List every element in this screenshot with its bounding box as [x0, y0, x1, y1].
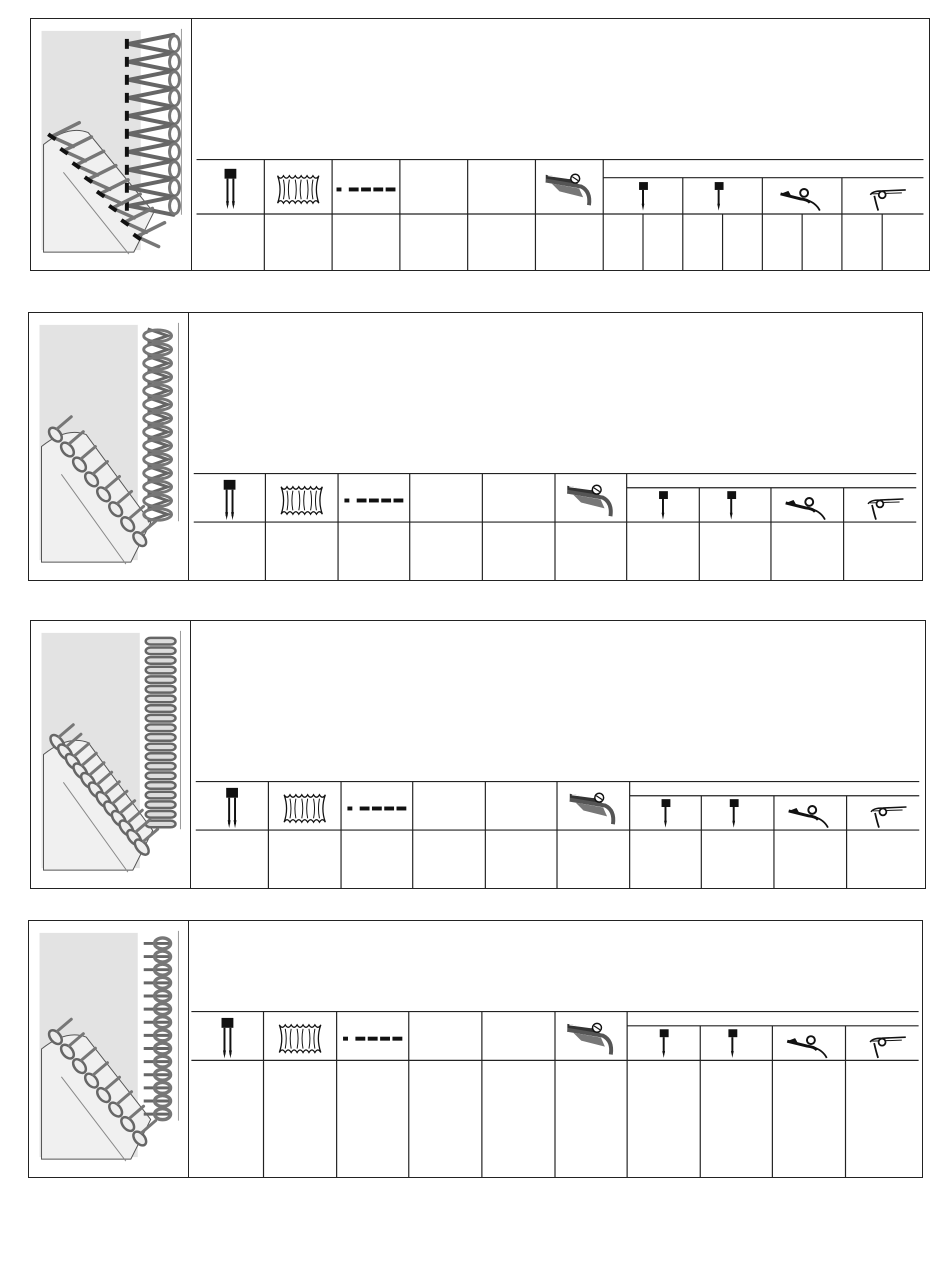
dashed-line-icon — [337, 187, 396, 191]
gathered-fabric-icon — [279, 1025, 321, 1053]
stitch-panel-3 — [30, 620, 926, 889]
stitch-panel-4 — [28, 920, 923, 1178]
presser-foot-icon — [570, 793, 614, 824]
presser-foot-icon — [546, 174, 590, 205]
right-needle-icon — [728, 1029, 737, 1058]
double-needle-icon — [222, 1018, 234, 1059]
gathered-fabric-icon — [284, 795, 325, 822]
gathered-fabric-icon — [278, 176, 319, 204]
gathered-fabric-icon — [281, 487, 322, 514]
right-needle-icon — [715, 182, 724, 210]
left-needle-icon — [659, 491, 668, 519]
lower-looper-icon — [870, 1037, 906, 1058]
upper-looper-icon — [786, 498, 825, 520]
left-needle-icon — [662, 799, 671, 827]
double-needle-icon — [225, 169, 237, 209]
settings-grid-1 — [191, 159, 929, 270]
lower-looper-icon — [870, 190, 905, 211]
settings-grid-2 — [188, 473, 922, 580]
settings-grid-4 — [188, 1011, 922, 1177]
left-needle-icon — [660, 1029, 669, 1058]
presser-foot-icon — [567, 1023, 611, 1054]
description-area-1 — [191, 19, 929, 159]
description-area-3 — [190, 621, 925, 781]
description-area-4 — [188, 921, 922, 1011]
right-needle-icon — [727, 491, 736, 519]
lower-looper-icon — [868, 499, 903, 520]
stitch-illustration-2 — [29, 313, 189, 580]
upper-looper-icon — [787, 1036, 827, 1058]
dashed-line-icon — [347, 807, 406, 811]
presser-foot-icon — [567, 485, 611, 516]
stitch-panel-1 — [30, 18, 930, 271]
double-needle-icon — [224, 480, 236, 520]
dashed-line-icon — [343, 1037, 402, 1041]
upper-looper-icon — [789, 806, 828, 828]
stitch-illustration-4 — [29, 921, 189, 1177]
description-area-2 — [188, 313, 922, 473]
upper-looper-icon — [781, 189, 820, 211]
stitch-panel-2 — [28, 312, 923, 581]
lower-looper-icon — [871, 807, 906, 828]
settings-grid-3 — [190, 781, 925, 888]
stitch-illustration-3 — [31, 621, 191, 888]
left-needle-icon — [639, 182, 648, 210]
settings-grid-lines — [197, 159, 924, 270]
dashed-line-icon — [344, 499, 403, 503]
right-needle-icon — [730, 799, 739, 827]
double-needle-icon — [226, 788, 238, 828]
stitch-illustration-1 — [31, 19, 192, 270]
